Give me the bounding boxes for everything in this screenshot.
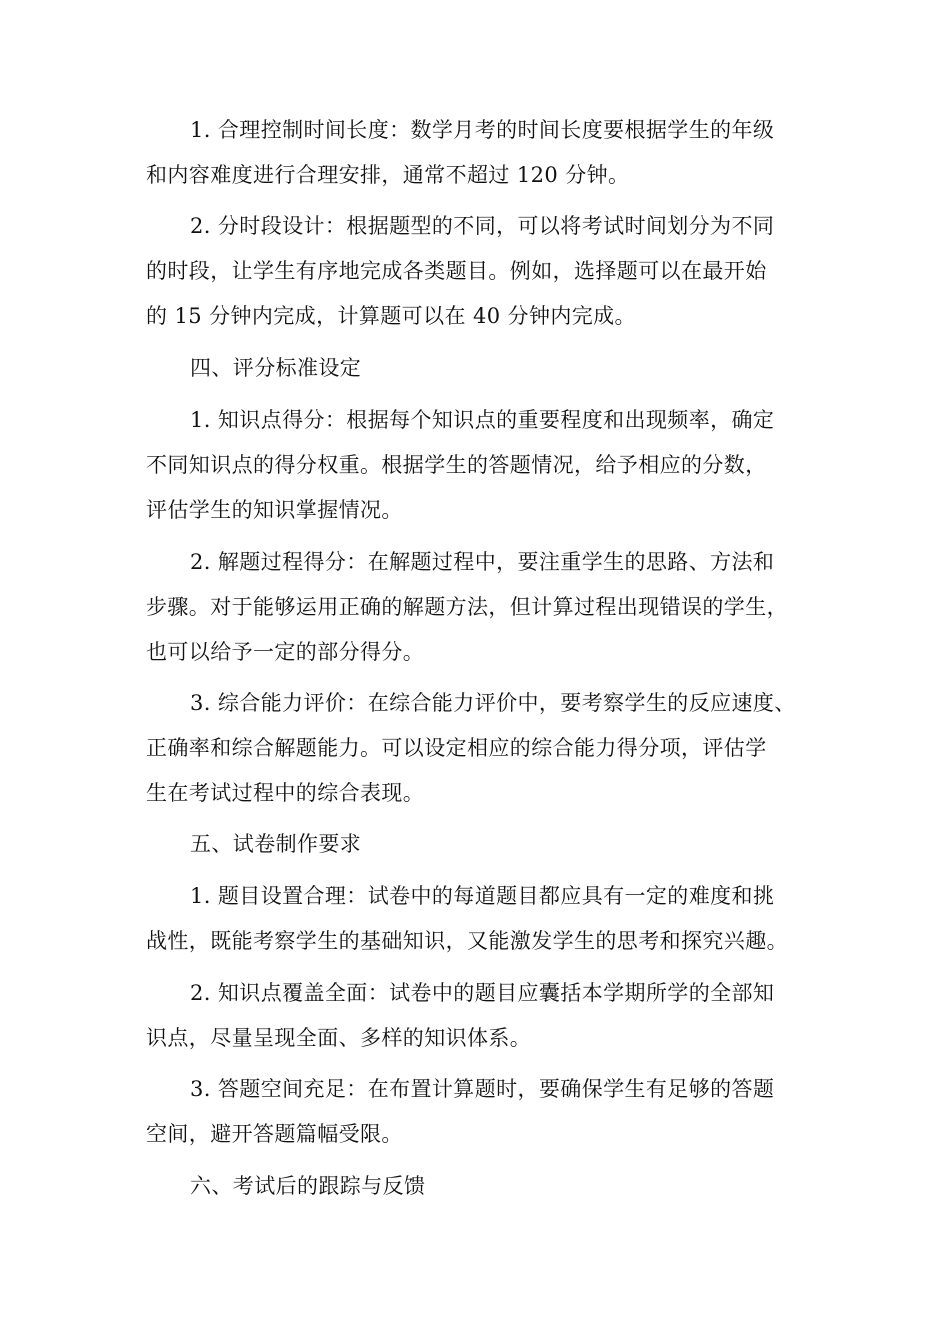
paragraph-line: 识点，尽量呈现全面、多样的知识体系。 <box>146 1026 532 1050</box>
paragraph-line: 正确率和综合解题能力。可以设定相应的综合能力得分项，评估学 <box>146 736 767 760</box>
paragraph-line: 3. 答题空间充足：在布置计算题时，要确保学生有足够的答题 <box>190 1077 775 1101</box>
paragraph-line: 空间，避开答题篇幅受限。 <box>146 1122 403 1146</box>
paragraph-line: 的时段，让学生有序地完成各类题目。例如，选择题可以在最开始 <box>146 259 767 283</box>
paragraph-line: 1. 知识点得分：根据每个知识点的重要程度和出现频率，确定 <box>190 408 775 432</box>
paragraph-line: 2. 解题过程得分：在解题过程中，要注重学生的思路、方法和 <box>190 550 775 574</box>
section-heading: 四、评分标准设定 <box>190 356 362 380</box>
paragraph-line: 1. 合理控制时间长度：数学月考的时间长度要根据学生的年级 <box>190 118 775 142</box>
section-heading: 六、考试后的跟踪与反馈 <box>190 1174 426 1198</box>
paragraph-line: 2. 分时段设计：根据题型的不同，可以将考试时间划分为不同 <box>190 214 775 238</box>
paragraph-line: 步骤。对于能够运用正确的解题方法，但计算过程出现错误的学生， <box>146 595 788 619</box>
paragraph-line: 2. 知识点覆盖全面：试卷中的题目应囊括本学期所学的全部知 <box>190 981 775 1005</box>
paragraph-line: 评估学生的知识掌握情况。 <box>146 498 403 522</box>
paragraph-line: 1. 题目设置合理：试卷中的每道题目都应具有一定的难度和挑 <box>190 884 775 908</box>
paragraph-line: 和内容难度进行合理安排，通常不超过 120 分钟。 <box>146 163 630 187</box>
section-heading: 五、试卷制作要求 <box>190 832 362 856</box>
paragraph-line: 战性，既能考察学生的基础知识，又能激发学生的思考和探究兴趣。 <box>146 929 788 953</box>
paragraph-line: 的 15 分钟内完成，计算题可以在 40 分钟内完成。 <box>146 304 636 328</box>
paragraph-line: 不同知识点的得分权重。根据学生的答题情况，给予相应的分数， <box>146 453 767 477</box>
paragraph-line: 3. 综合能力评价：在综合能力评价中，要考察学生的反应速度、 <box>190 691 796 715</box>
paragraph-line: 也可以给予一定的部分得分。 <box>146 640 425 664</box>
paragraph-line: 生在考试过程中的综合表现。 <box>146 781 425 805</box>
